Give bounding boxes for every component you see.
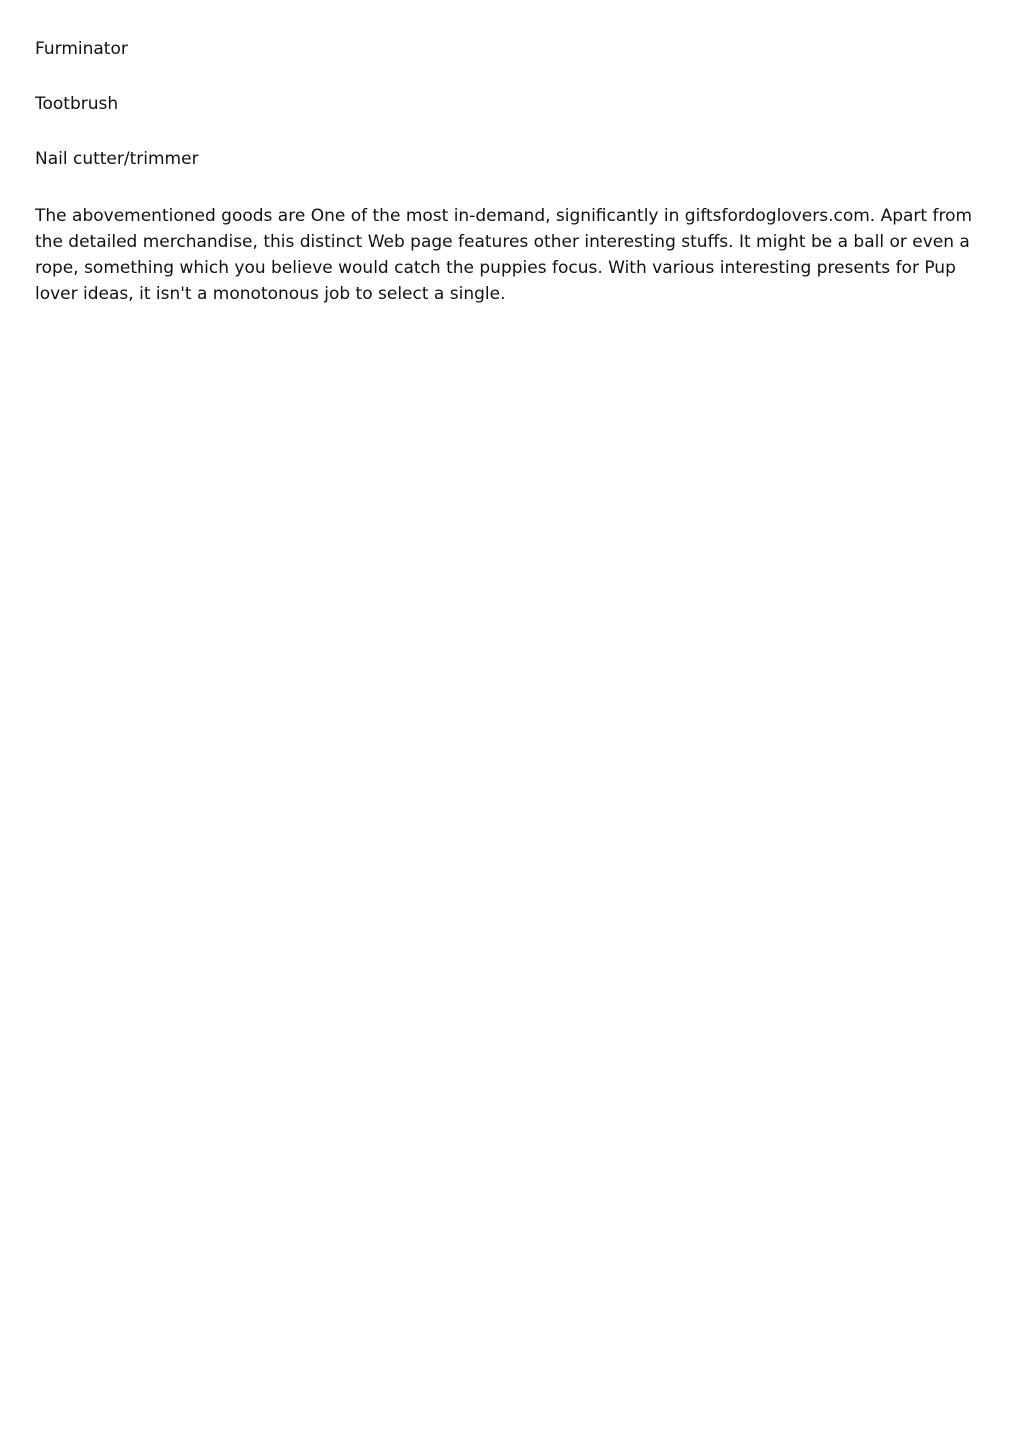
list-item-toothbrush: Tootbrush bbox=[35, 94, 119, 114]
list-item-furminator: Furminator bbox=[35, 39, 128, 59]
body-paragraph: The abovementioned goods are One of the most in-demand, significantly in giftsfordoglovers.com. Apart from the detailed merchandise, this distinct Web page features other interesting stuffs. It might be a ball or even a rope, something which you believe would catch the puppies focus. With various interesting presents for Pup lover ideas, it isn't a monotonous job to select a single. bbox=[35, 206, 973, 304]
list-item-nail-cutter: Nail cutter/trimmer bbox=[35, 149, 199, 169]
document-page bbox=[35, 38, 995, 307]
